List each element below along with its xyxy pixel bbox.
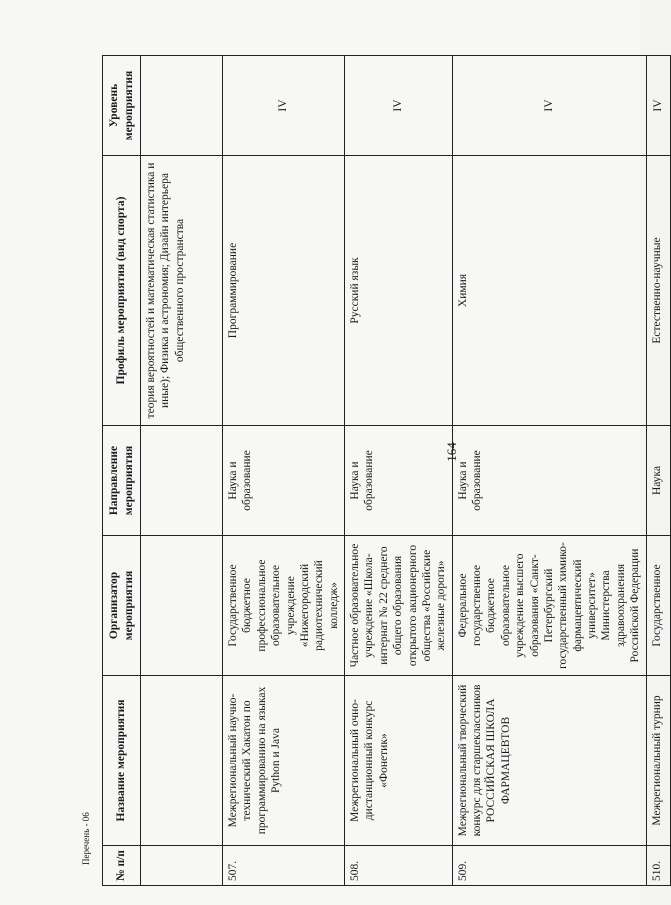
row-level: IV <box>452 56 646 156</box>
row-level: IV <box>345 56 453 156</box>
header-direction: Направление мероприятия <box>103 426 141 536</box>
row-profile: Русский язык <box>345 156 453 426</box>
row-num: 510. <box>646 846 670 886</box>
row-num: 509. <box>452 846 646 886</box>
row-organizer: Государственное бюджетное профессиональное образовательное учреждение «Нижегородский радиотехнический колледж» <box>223 536 345 676</box>
header-profile: Профиль мероприятия (вид спорта) <box>103 156 141 426</box>
row-organizer: Федеральное государственное бюджетное образовательное учреждение высшего образования «Санкт-Петербургский государственный химико-фармацевтический университет» Министерства здравоохранения Российской Федерации <box>452 536 646 676</box>
table-row <box>223 56 345 886</box>
cont-organizer <box>141 536 223 676</box>
row-direction: Наука и образование <box>345 426 453 536</box>
header-level: Уровень мероприятия <box>103 56 141 156</box>
row-name: Межрегиональный научно-технический Хакатон по программированию на языках Python и Java <box>223 676 345 846</box>
cont-name <box>141 676 223 846</box>
footer-note: Перечень - 06 <box>81 812 91 865</box>
row-organizer: Государственное <box>646 536 670 676</box>
table-row <box>452 56 646 886</box>
row-level: IV <box>646 56 670 156</box>
row-profile: Естественно-научные <box>646 156 670 426</box>
table-row <box>345 56 453 886</box>
table-header-row <box>103 56 141 886</box>
cont-profile: теория вероятностей и математическая статистика и иные); Физика и астрономия; Дизайн интерьера общественного пространства <box>141 156 223 426</box>
header-organizer: Организатор мероприятия <box>103 536 141 676</box>
row-level: IV <box>223 56 345 156</box>
row-num: 508. <box>345 846 453 886</box>
events-table <box>102 55 671 886</box>
cont-direction <box>141 426 223 536</box>
row-direction: Наука <box>646 426 670 536</box>
row-profile: Программирование <box>223 156 345 426</box>
row-profile: Химия <box>452 156 646 426</box>
page-number: 164 <box>444 442 459 462</box>
cont-num <box>141 846 223 886</box>
header-name: Название мероприятия <box>103 676 141 846</box>
row-name: Межрегиональный очно-дистанционный конкурс «Фонетик» <box>345 676 453 846</box>
continuation-row <box>141 56 223 886</box>
header-num: № п/п <box>103 846 141 886</box>
row-name: Межрегиональный творческий конкурс для старшеклассников РОССИЙСКАЯ ШКОЛА ФАРМАЦЕВТОВ <box>452 676 646 846</box>
table-row <box>646 56 670 886</box>
row-name: Межрегиональный турнир <box>646 676 670 846</box>
row-direction: Наука и образование <box>223 426 345 536</box>
row-organizer: Частное образовательное учреждение «Школа-интернат № 22 среднего общего образования открытого акционерного общества «Российские железные дороги» <box>345 536 453 676</box>
row-direction: Наука и образование <box>452 426 646 536</box>
row-num: 507. <box>223 846 345 886</box>
cont-level <box>141 56 223 156</box>
events-table-rotated <box>102 56 664 886</box>
